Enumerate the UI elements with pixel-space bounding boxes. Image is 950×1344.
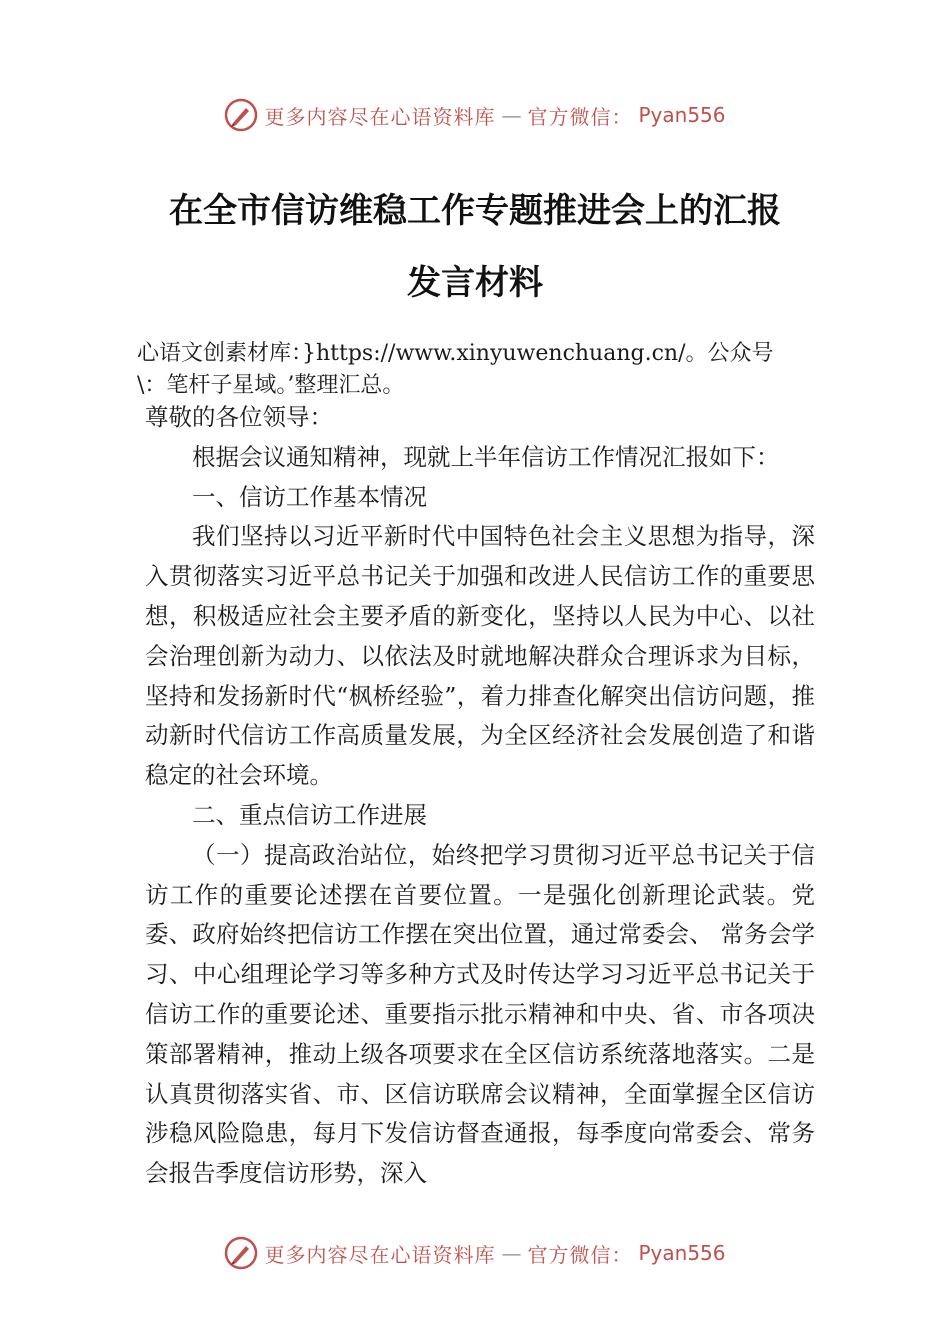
pen-logo-icon xyxy=(224,98,258,132)
document-body xyxy=(145,398,815,1194)
intro-paragraph: 根据会议通知精神，现就上半年信访工作情况汇报如下： xyxy=(192,442,780,471)
watermark-text: 更多内容尽在心语资料库 xyxy=(264,1242,496,1267)
watermark-separator: — xyxy=(501,103,522,127)
paragraph-2: （一）提高政治站位，始终把学习贯彻习近平总书记关于信访工作的重要论述摆在首要位置。一是强化创新理论武装。党委、政府始终把信访工作摆在突出位置，通过常委会、 常务会学习、中心组理论学习等多种方式及时传达学习习近平总书记关于信访工作的重要论述、重要指示批示精神和中央、省、市各项决策部署精神，推动上级各项要求在全区信访系统落地落实。二是认真贯彻落实省、市、区信访联席会议精神，全面掌握全区信访涉稳风险隐患，每月下发信访督查通报，每季度向常委会、常务会报告季度信访形势，深入 xyxy=(145,840,815,1188)
source-note-line2: \：笔杆子星域。’整理汇总。 xyxy=(137,373,405,398)
watermark-label: 官方微信： xyxy=(527,1242,633,1267)
section-heading-1: 一、信访工作基本情况 xyxy=(192,482,427,511)
source-note xyxy=(137,338,842,402)
header-watermark xyxy=(0,95,950,135)
watermark-separator: — xyxy=(501,1241,522,1265)
source-note-line1: 心语文创素材库：}https://www.xinyuwenchuang.cn/。公众号 xyxy=(137,341,774,366)
watermark-label: 官方微信： xyxy=(527,104,633,129)
document-title-line1: 在全市信访维稳工作专题推进会上的汇报 xyxy=(169,191,781,231)
footer-watermark xyxy=(0,1233,950,1273)
section-heading-2: 二、重点信访工作进展 xyxy=(192,800,427,829)
watermark-handle: Pyan556 xyxy=(638,1241,726,1265)
document-title-line2: 发言材料 xyxy=(407,263,543,303)
paragraph-1: 我们坚持以习近平新时代中国特色社会主义思想为指导，深入贯彻落实习近平总书记关于加强和改进人民信访工作的重要思想，积极适应社会主要矛盾的新变化，坚持以人民为中心、以社会治理创新为动力、以依法及时就地解决群众合理诉求为目标，坚持和发扬新时代“枫桥经验”，着力排查化解突出信访问题，推动新时代信访工作高质量发展，为全区经济社会发展创造了和谐稳定的社会环境。 xyxy=(145,522,815,790)
pen-logo-icon xyxy=(224,1236,258,1270)
watermark-text: 更多内容尽在心语资料库 xyxy=(264,104,496,129)
watermark-handle: Pyan556 xyxy=(638,103,726,127)
salutation: 尊敬的各位领导： xyxy=(145,403,333,431)
